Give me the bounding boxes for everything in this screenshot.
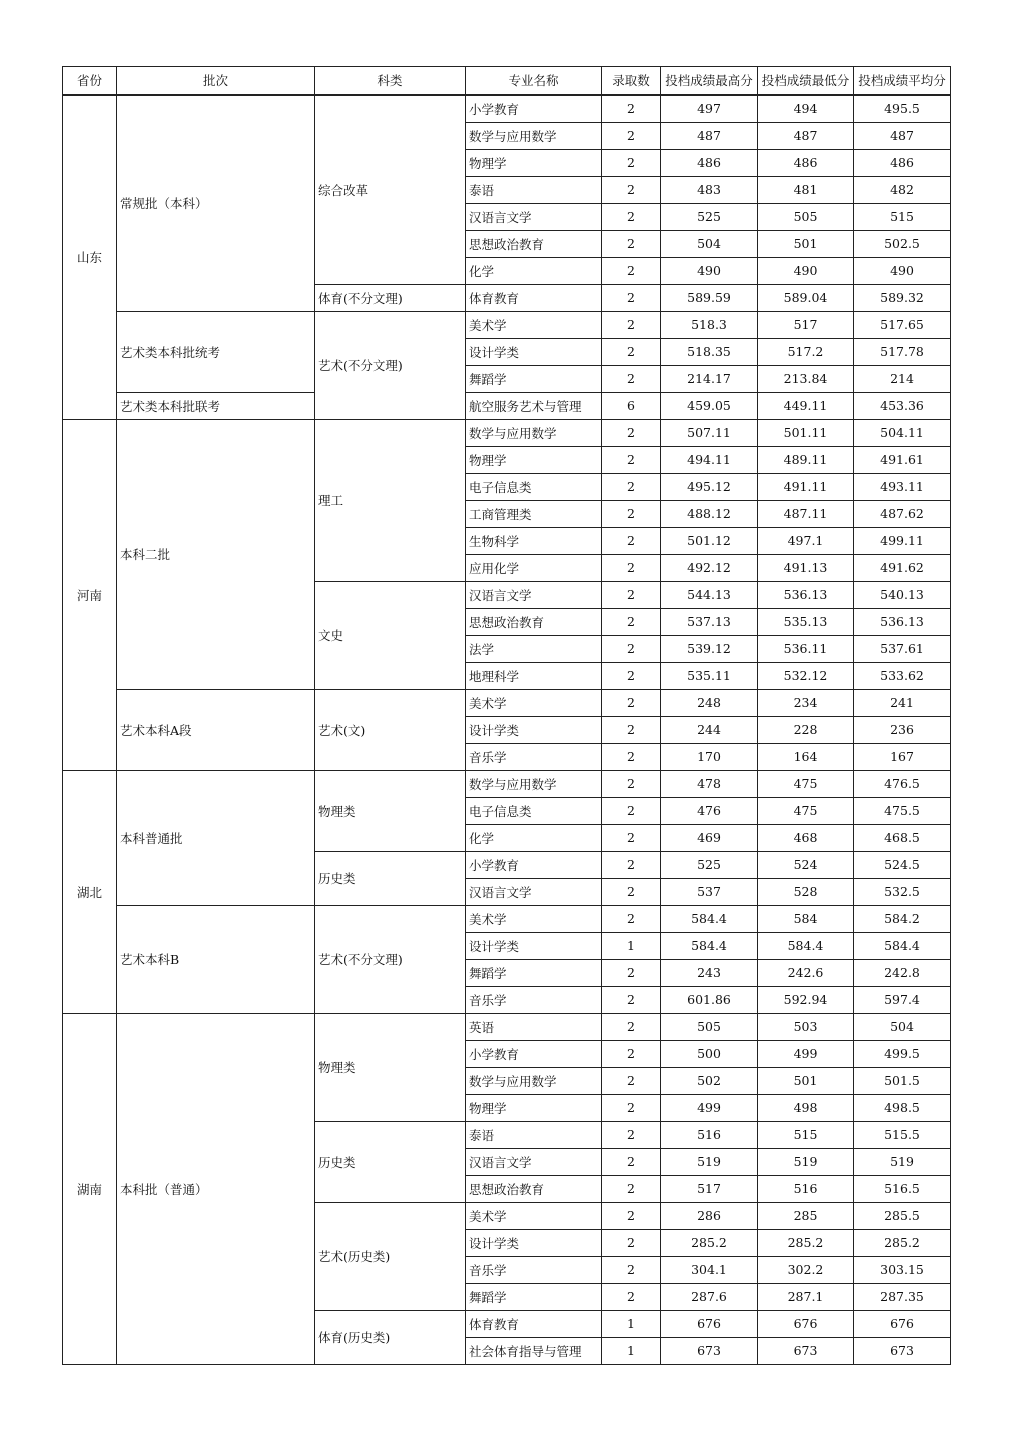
batch-cell: 本科二批 <box>117 419 315 689</box>
count-cell: 2 <box>602 365 661 392</box>
count-cell: 2 <box>602 608 661 635</box>
max-score-cell: 500 <box>661 1040 758 1067</box>
max-score-cell: 497 <box>661 95 758 123</box>
min-score-cell: 498 <box>758 1094 854 1121</box>
max-score-cell: 243 <box>661 959 758 986</box>
major-cell: 思想政治教育 <box>466 1175 602 1202</box>
major-cell: 舞蹈学 <box>466 365 602 392</box>
major-cell: 泰语 <box>466 1121 602 1148</box>
count-cell: 2 <box>602 203 661 230</box>
major-cell: 数学与应用数学 <box>466 770 602 797</box>
max-score-cell: 518.35 <box>661 338 758 365</box>
min-score-cell: 213.84 <box>758 365 854 392</box>
avg-score-cell: 504.11 <box>854 419 951 446</box>
min-score-cell: 302.2 <box>758 1256 854 1283</box>
max-score-cell: 286 <box>661 1202 758 1229</box>
category-cell: 文史 <box>315 581 466 689</box>
major-cell: 设计学类 <box>466 338 602 365</box>
min-score-cell: 524 <box>758 851 854 878</box>
category-cell: 物理类 <box>315 770 466 851</box>
count-cell: 2 <box>602 986 661 1013</box>
category-cell: 综合改革 <box>315 95 466 285</box>
major-cell: 小学教育 <box>466 851 602 878</box>
count-cell: 2 <box>602 1094 661 1121</box>
count-cell: 2 <box>602 230 661 257</box>
count-cell: 2 <box>602 1175 661 1202</box>
count-cell: 2 <box>602 878 661 905</box>
count-cell: 2 <box>602 257 661 284</box>
max-score-cell: 584.4 <box>661 932 758 959</box>
min-score-cell: 486 <box>758 149 854 176</box>
min-score-cell: 501 <box>758 230 854 257</box>
min-score-cell: 501.11 <box>758 419 854 446</box>
batch-cell: 艺术类本科批联考 <box>117 392 315 419</box>
avg-score-cell: 167 <box>854 743 951 770</box>
header-major: 专业名称 <box>466 67 602 95</box>
max-score-cell: 589.59 <box>661 284 758 311</box>
min-score-cell: 528 <box>758 878 854 905</box>
min-score-cell: 517.2 <box>758 338 854 365</box>
min-score-cell: 499 <box>758 1040 854 1067</box>
min-score-cell: 228 <box>758 716 854 743</box>
count-cell: 2 <box>602 122 661 149</box>
min-score-cell: 515 <box>758 1121 854 1148</box>
major-cell: 电子信息类 <box>466 473 602 500</box>
avg-score-cell: 515 <box>854 203 951 230</box>
category-cell: 艺术(历史类) <box>315 1202 466 1310</box>
avg-score-cell: 303.15 <box>854 1256 951 1283</box>
min-score-cell: 501 <box>758 1067 854 1094</box>
max-score-cell: 459.05 <box>661 392 758 419</box>
count-cell: 2 <box>602 770 661 797</box>
batch-cell: 艺术本科B <box>117 905 315 1013</box>
count-cell: 2 <box>602 284 661 311</box>
min-score-cell: 503 <box>758 1013 854 1040</box>
count-cell: 2 <box>602 419 661 446</box>
count-cell: 2 <box>602 1256 661 1283</box>
major-cell: 数学与应用数学 <box>466 419 602 446</box>
min-score-cell: 535.13 <box>758 608 854 635</box>
max-score-cell: 516 <box>661 1121 758 1148</box>
max-score-cell: 170 <box>661 743 758 770</box>
max-score-cell: 537 <box>661 878 758 905</box>
header-min-score: 投档成绩最低分 <box>758 67 854 95</box>
major-cell: 思想政治教育 <box>466 230 602 257</box>
avg-score-cell: 537.61 <box>854 635 951 662</box>
major-cell: 美术学 <box>466 689 602 716</box>
max-score-cell: 469 <box>661 824 758 851</box>
major-cell: 电子信息类 <box>466 797 602 824</box>
min-score-cell: 285 <box>758 1202 854 1229</box>
count-cell: 2 <box>602 905 661 932</box>
avg-score-cell: 499.5 <box>854 1040 951 1067</box>
min-score-cell: 589.04 <box>758 284 854 311</box>
max-score-cell: 285.2 <box>661 1229 758 1256</box>
avg-score-cell: 236 <box>854 716 951 743</box>
table-row <box>63 392 951 419</box>
avg-score-cell: 597.4 <box>854 986 951 1013</box>
major-cell: 工商管理类 <box>466 500 602 527</box>
avg-score-cell: 584.4 <box>854 932 951 959</box>
category-cell: 艺术(文) <box>315 689 466 770</box>
major-cell: 数学与应用数学 <box>466 1067 602 1094</box>
max-score-cell: 544.13 <box>661 581 758 608</box>
batch-cell: 本科普通批 <box>117 770 315 905</box>
min-score-cell: 536.11 <box>758 635 854 662</box>
avg-score-cell: 524.5 <box>854 851 951 878</box>
avg-score-cell: 453.36 <box>854 392 951 419</box>
major-cell: 汉语言文学 <box>466 581 602 608</box>
major-cell: 美术学 <box>466 1202 602 1229</box>
major-cell: 设计学类 <box>466 1229 602 1256</box>
count-cell: 2 <box>602 1013 661 1040</box>
count-cell: 2 <box>602 824 661 851</box>
header-count: 录取数 <box>602 67 661 95</box>
major-cell: 航空服务艺术与管理 <box>466 392 602 419</box>
min-score-cell: 519 <box>758 1148 854 1175</box>
count-cell: 2 <box>602 1229 661 1256</box>
category-cell: 艺术(不分文理) <box>315 311 466 419</box>
max-score-cell: 492.12 <box>661 554 758 581</box>
province-cell: 湖北 <box>63 770 117 1013</box>
min-score-cell: 164 <box>758 743 854 770</box>
table-row <box>63 689 951 716</box>
avg-score-cell: 515.5 <box>854 1121 951 1148</box>
max-score-cell: 517 <box>661 1175 758 1202</box>
province-cell: 河南 <box>63 419 117 770</box>
max-score-cell: 499 <box>661 1094 758 1121</box>
count-cell: 2 <box>602 95 661 123</box>
min-score-cell: 516 <box>758 1175 854 1202</box>
max-score-cell: 519 <box>661 1148 758 1175</box>
major-cell: 设计学类 <box>466 716 602 743</box>
major-cell: 泰语 <box>466 176 602 203</box>
major-cell: 物理学 <box>466 1094 602 1121</box>
max-score-cell: 539.12 <box>661 635 758 662</box>
min-score-cell: 592.94 <box>758 986 854 1013</box>
avg-score-cell: 491.61 <box>854 446 951 473</box>
category-cell: 历史类 <box>315 851 466 905</box>
max-score-cell: 248 <box>661 689 758 716</box>
max-score-cell: 490 <box>661 257 758 284</box>
min-score-cell: 487.11 <box>758 500 854 527</box>
max-score-cell: 495.12 <box>661 473 758 500</box>
min-score-cell: 285.2 <box>758 1229 854 1256</box>
count-cell: 2 <box>602 1067 661 1094</box>
count-cell: 2 <box>602 527 661 554</box>
major-cell: 英语 <box>466 1013 602 1040</box>
major-cell: 美术学 <box>466 905 602 932</box>
avg-score-cell: 241 <box>854 689 951 716</box>
major-cell: 化学 <box>466 257 602 284</box>
min-score-cell: 449.11 <box>758 392 854 419</box>
avg-score-cell: 475.5 <box>854 797 951 824</box>
max-score-cell: 673 <box>661 1337 758 1364</box>
min-score-cell: 517 <box>758 311 854 338</box>
header-category: 科类 <box>315 67 466 95</box>
min-score-cell: 505 <box>758 203 854 230</box>
max-score-cell: 483 <box>661 176 758 203</box>
avg-score-cell: 495.5 <box>854 95 951 123</box>
avg-score-cell: 502.5 <box>854 230 951 257</box>
count-cell: 2 <box>602 149 661 176</box>
count-cell: 2 <box>602 662 661 689</box>
avg-score-cell: 493.11 <box>854 473 951 500</box>
min-score-cell: 487 <box>758 122 854 149</box>
batch-cell: 本科批（普通） <box>117 1013 315 1364</box>
max-score-cell: 486 <box>661 149 758 176</box>
count-cell: 2 <box>602 1202 661 1229</box>
major-cell: 化学 <box>466 824 602 851</box>
count-cell: 2 <box>602 446 661 473</box>
max-score-cell: 537.13 <box>661 608 758 635</box>
count-cell: 2 <box>602 743 661 770</box>
major-cell: 物理学 <box>466 446 602 473</box>
table-row <box>63 905 951 932</box>
min-score-cell: 475 <box>758 770 854 797</box>
max-score-cell: 502 <box>661 1067 758 1094</box>
category-cell: 体育(历史类) <box>315 1310 466 1364</box>
max-score-cell: 525 <box>661 203 758 230</box>
avg-score-cell: 242.8 <box>854 959 951 986</box>
count-cell: 2 <box>602 851 661 878</box>
avg-score-cell: 519 <box>854 1148 951 1175</box>
max-score-cell: 494.11 <box>661 446 758 473</box>
avg-score-cell: 517.65 <box>854 311 951 338</box>
count-cell: 1 <box>602 1337 661 1364</box>
min-score-cell: 287.1 <box>758 1283 854 1310</box>
avg-score-cell: 491.62 <box>854 554 951 581</box>
count-cell: 2 <box>602 716 661 743</box>
batch-cell: 常规批（本科） <box>117 95 315 312</box>
major-cell: 汉语言文学 <box>466 878 602 905</box>
count-cell: 6 <box>602 392 661 419</box>
avg-score-cell: 285.2 <box>854 1229 951 1256</box>
min-score-cell: 242.6 <box>758 959 854 986</box>
max-score-cell: 505 <box>661 1013 758 1040</box>
avg-score-cell: 540.13 <box>854 581 951 608</box>
min-score-cell: 676 <box>758 1310 854 1337</box>
count-cell: 2 <box>602 1121 661 1148</box>
category-cell: 艺术(不分文理) <box>315 905 466 1013</box>
major-cell: 小学教育 <box>466 1040 602 1067</box>
avg-score-cell: 498.5 <box>854 1094 951 1121</box>
max-score-cell: 304.1 <box>661 1256 758 1283</box>
avg-score-cell: 504 <box>854 1013 951 1040</box>
avg-score-cell: 584.2 <box>854 905 951 932</box>
max-score-cell: 501.12 <box>661 527 758 554</box>
max-score-cell: 487 <box>661 122 758 149</box>
major-cell: 法学 <box>466 635 602 662</box>
max-score-cell: 601.86 <box>661 986 758 1013</box>
avg-score-cell: 517.78 <box>854 338 951 365</box>
avg-score-cell: 589.32 <box>854 284 951 311</box>
max-score-cell: 525 <box>661 851 758 878</box>
min-score-cell: 536.13 <box>758 581 854 608</box>
min-score-cell: 532.12 <box>758 662 854 689</box>
table-row <box>63 1013 951 1040</box>
min-score-cell: 494 <box>758 95 854 123</box>
count-cell: 2 <box>602 1148 661 1175</box>
max-score-cell: 504 <box>661 230 758 257</box>
avg-score-cell: 490 <box>854 257 951 284</box>
count-cell: 1 <box>602 932 661 959</box>
province-cell: 山东 <box>63 95 117 420</box>
major-cell: 生物科学 <box>466 527 602 554</box>
major-cell: 汉语言文学 <box>466 1148 602 1175</box>
min-score-cell: 584.4 <box>758 932 854 959</box>
avg-score-cell: 285.5 <box>854 1202 951 1229</box>
major-cell: 应用化学 <box>466 554 602 581</box>
count-cell: 2 <box>602 473 661 500</box>
avg-score-cell: 533.62 <box>854 662 951 689</box>
count-cell: 2 <box>602 581 661 608</box>
min-score-cell: 584 <box>758 905 854 932</box>
header-max-score: 投档成绩最高分 <box>661 67 758 95</box>
avg-score-cell: 673 <box>854 1337 951 1364</box>
max-score-cell: 518.3 <box>661 311 758 338</box>
major-cell: 美术学 <box>466 311 602 338</box>
min-score-cell: 673 <box>758 1337 854 1364</box>
avg-score-cell: 499.11 <box>854 527 951 554</box>
count-cell: 2 <box>602 959 661 986</box>
min-score-cell: 468 <box>758 824 854 851</box>
avg-score-cell: 487.62 <box>854 500 951 527</box>
major-cell: 设计学类 <box>466 932 602 959</box>
major-cell: 数学与应用数学 <box>466 122 602 149</box>
max-score-cell: 214.17 <box>661 365 758 392</box>
min-score-cell: 491.13 <box>758 554 854 581</box>
major-cell: 社会体育指导与管理 <box>466 1337 602 1364</box>
max-score-cell: 287.6 <box>661 1283 758 1310</box>
min-score-cell: 497.1 <box>758 527 854 554</box>
table-row <box>63 770 951 797</box>
table-row <box>63 419 951 446</box>
avg-score-cell: 676 <box>854 1310 951 1337</box>
max-score-cell: 507.11 <box>661 419 758 446</box>
admission-score-table <box>62 66 951 1365</box>
table-body <box>63 95 951 1365</box>
count-cell: 2 <box>602 311 661 338</box>
header-row <box>63 67 951 95</box>
avg-score-cell: 501.5 <box>854 1067 951 1094</box>
count-cell: 2 <box>602 1283 661 1310</box>
max-score-cell: 478 <box>661 770 758 797</box>
min-score-cell: 490 <box>758 257 854 284</box>
category-cell: 理工 <box>315 419 466 581</box>
header-batch: 批次 <box>117 67 315 95</box>
major-cell: 音乐学 <box>466 986 602 1013</box>
max-score-cell: 584.4 <box>661 905 758 932</box>
count-cell: 2 <box>602 554 661 581</box>
table-row <box>63 95 951 123</box>
count-cell: 2 <box>602 1040 661 1067</box>
max-score-cell: 676 <box>661 1310 758 1337</box>
avg-score-cell: 532.5 <box>854 878 951 905</box>
header-avg-score: 投档成绩平均分 <box>854 67 951 95</box>
count-cell: 2 <box>602 689 661 716</box>
min-score-cell: 234 <box>758 689 854 716</box>
min-score-cell: 491.11 <box>758 473 854 500</box>
major-cell: 汉语言文学 <box>466 203 602 230</box>
count-cell: 1 <box>602 1310 661 1337</box>
province-cell: 湖南 <box>63 1013 117 1364</box>
header-province: 省份 <box>63 67 117 95</box>
major-cell: 舞蹈学 <box>466 959 602 986</box>
table-row <box>63 311 951 338</box>
min-score-cell: 489.11 <box>758 446 854 473</box>
min-score-cell: 481 <box>758 176 854 203</box>
count-cell: 2 <box>602 797 661 824</box>
avg-score-cell: 287.35 <box>854 1283 951 1310</box>
major-cell: 物理学 <box>466 149 602 176</box>
batch-cell: 艺术类本科批统考 <box>117 311 315 392</box>
max-score-cell: 244 <box>661 716 758 743</box>
major-cell: 体育教育 <box>466 1310 602 1337</box>
major-cell: 体育教育 <box>466 284 602 311</box>
major-cell: 地理科学 <box>466 662 602 689</box>
avg-score-cell: 536.13 <box>854 608 951 635</box>
count-cell: 2 <box>602 338 661 365</box>
category-cell: 体育(不分文理) <box>315 284 466 311</box>
category-cell: 历史类 <box>315 1121 466 1202</box>
min-score-cell: 475 <box>758 797 854 824</box>
avg-score-cell: 482 <box>854 176 951 203</box>
avg-score-cell: 214 <box>854 365 951 392</box>
avg-score-cell: 487 <box>854 122 951 149</box>
category-cell: 物理类 <box>315 1013 466 1121</box>
count-cell: 2 <box>602 176 661 203</box>
count-cell: 2 <box>602 635 661 662</box>
avg-score-cell: 476.5 <box>854 770 951 797</box>
avg-score-cell: 486 <box>854 149 951 176</box>
max-score-cell: 535.11 <box>661 662 758 689</box>
batch-cell: 艺术本科A段 <box>117 689 315 770</box>
major-cell: 舞蹈学 <box>466 1283 602 1310</box>
avg-score-cell: 468.5 <box>854 824 951 851</box>
major-cell: 小学教育 <box>466 95 602 123</box>
max-score-cell: 476 <box>661 797 758 824</box>
major-cell: 思想政治教育 <box>466 608 602 635</box>
avg-score-cell: 516.5 <box>854 1175 951 1202</box>
max-score-cell: 488.12 <box>661 500 758 527</box>
count-cell: 2 <box>602 500 661 527</box>
major-cell: 音乐学 <box>466 1256 602 1283</box>
major-cell: 音乐学 <box>466 743 602 770</box>
